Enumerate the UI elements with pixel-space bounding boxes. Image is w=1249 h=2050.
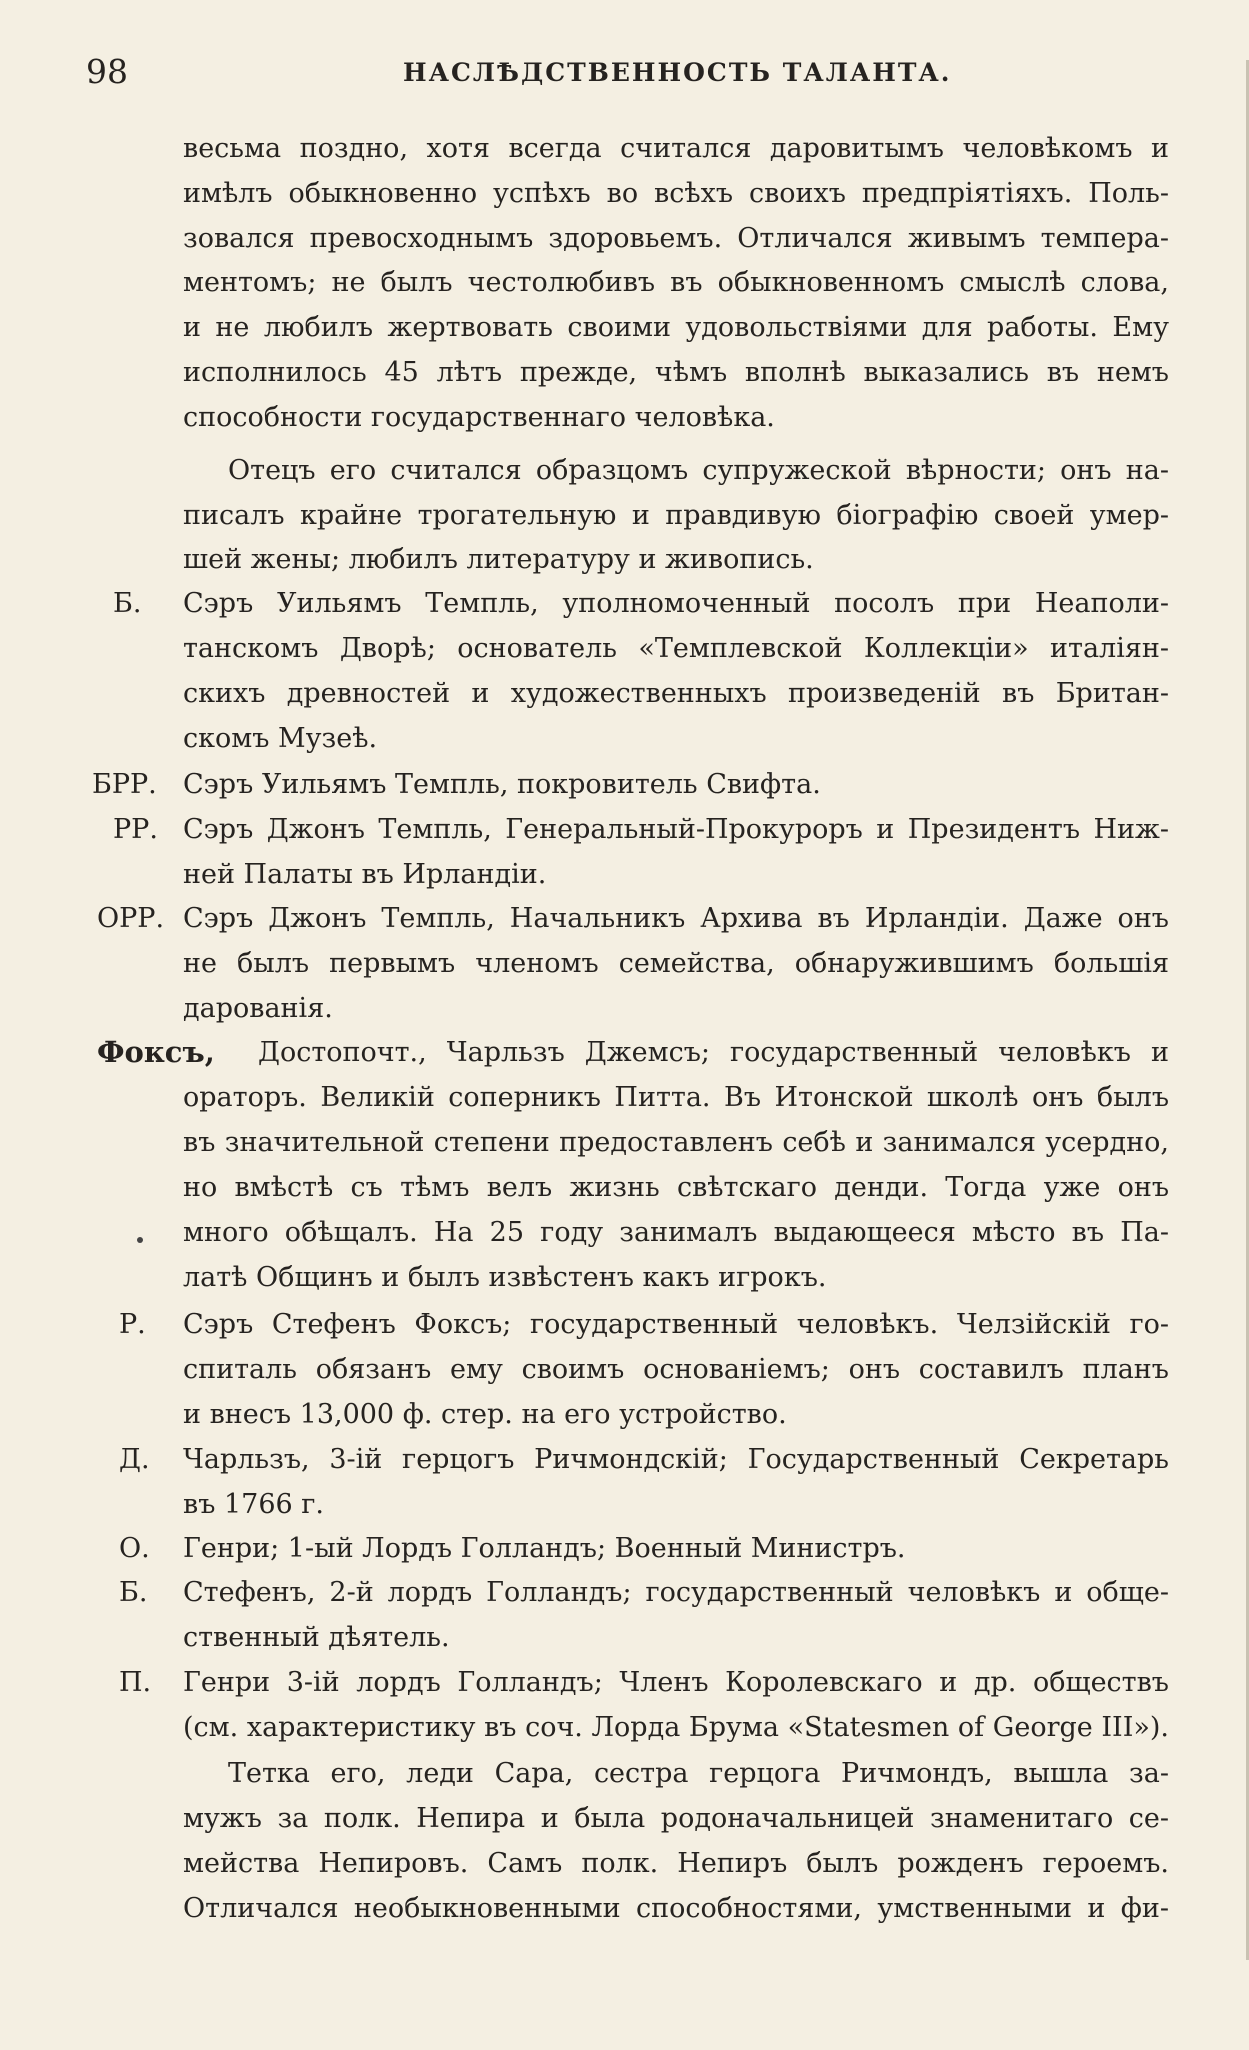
text-line: шей жены; любилъ литературу и живопись. xyxy=(183,544,814,575)
text-line: и внесъ 13,000 ф. стер. на его устройство. xyxy=(183,1399,787,1430)
text-line: дарованія. xyxy=(183,993,333,1024)
text-line: имѣлъ обыкновенно успѣхъ во всѣхъ своихъ предпріятіяхъ. Поль- xyxy=(183,178,1169,209)
entry-label-brr: БРР. xyxy=(92,769,157,800)
text-line: ней Палаты въ Ирландіи. xyxy=(183,859,547,890)
text-line: Достопочт., Чарльзъ Джемсъ; государственный человѣкъ и xyxy=(258,1037,1169,1068)
text-line: танскомъ Дворѣ; основатель «Темплевской Коллекціи» италіян- xyxy=(183,633,1169,664)
margin-dot xyxy=(137,1237,143,1243)
text-line: скихъ древностей и художественныхъ произведеній въ Британ- xyxy=(183,678,1169,709)
entry-label-p: П. xyxy=(119,1667,152,1698)
text-line: не былъ первымъ членомъ семейства, обнаружившимъ большія xyxy=(183,948,1169,979)
text-line: Стефенъ, 2-й лордъ Голландъ; государственный человѣкъ и обще- xyxy=(183,1577,1169,1608)
text-line: Генри; 1-ый Лордъ Голландъ; Военный Министръ. xyxy=(183,1533,906,1564)
text-line: Сэръ Уильямъ Темпль, покровитель Свифта. xyxy=(183,769,821,800)
running-title: НАСЛѢДСТВЕННОСТЬ ТАЛАНТА. xyxy=(403,58,952,87)
text-line: писалъ крайне трогательную и правдивую біографію своей умер- xyxy=(183,500,1169,531)
text-line: Тетка его, леди Сара, сестра герцога Ричмондъ, вышла за- xyxy=(228,1758,1169,1789)
entry-label-r: Р. xyxy=(119,1309,146,1340)
text-line: Чарльзъ, 3-ій герцогъ Ричмондскій; Государственный Секретарь xyxy=(183,1444,1169,1475)
page-number: 98 xyxy=(86,52,128,91)
text-line: Отецъ его считался образцомъ супружеской вѣрности; онъ на- xyxy=(228,455,1169,486)
text-line: и не любилъ жертвовать своими удовольствіями для работы. Ему xyxy=(183,312,1169,343)
text-line: мейства Непировъ. Самъ полк. Непиръ былъ рожденъ героемъ. xyxy=(183,1848,1169,1879)
page-header xyxy=(0,52,1249,102)
text-line: весьма поздно, хотя всегда считался даровитымъ человѣкомъ и xyxy=(183,133,1169,164)
text-line: но вмѣстѣ съ тѣмъ велъ жизнь свѣтскаго денди. Тогда уже онъ xyxy=(183,1172,1169,1203)
text-line: спиталь обязанъ ему своимъ основаніемъ; онъ составилъ планъ xyxy=(183,1354,1169,1385)
text-line: Сэръ Джонъ Темпль, Начальникъ Архива въ Ирландіи. Даже онъ xyxy=(183,903,1169,934)
text-line: Сэръ Джонъ Темпль, Генеральный-Прокуроръ и Президентъ Ниж- xyxy=(183,814,1169,845)
entry-label-o: О. xyxy=(119,1533,150,1564)
entry-label-orr: ОРР. xyxy=(97,903,165,934)
text-line: въ 1766 г. xyxy=(183,1489,324,1520)
entry-label-d: Д. xyxy=(119,1444,150,1475)
entry-label-b: Б. xyxy=(113,588,142,619)
text-line: латѣ Общинъ и былъ извѣстенъ какъ игрокъ. xyxy=(183,1262,827,1293)
text-line: ственный дѣятель. xyxy=(183,1622,450,1653)
entry-name-fox: Фоксъ, xyxy=(97,1035,215,1069)
text-line: въ значительной степени предоставленъ себѣ и занимался усердно, xyxy=(183,1127,1169,1158)
text-line: Генри 3-ій лордъ Голландъ; Членъ Королевскаго и др. обществъ xyxy=(183,1667,1169,1698)
text-line: Сэръ Уильямъ Темпль, уполномоченный посолъ при Неаполи- xyxy=(183,588,1169,619)
text-line: мужъ за полк. Непира и была родоначальницей знаменитаго се- xyxy=(183,1803,1169,1834)
text-line: зовался превосходнымъ здоровьемъ. Отличался живымъ темпера- xyxy=(183,223,1169,254)
text-line: ментомъ; не былъ честолюбивъ въ обыкновенномъ смыслѣ слова, xyxy=(183,267,1169,298)
text-line: скомъ Музеѣ. xyxy=(183,723,378,754)
entry-label-b2: Б. xyxy=(119,1577,148,1608)
text-line: исполнилось 45 лѣтъ прежде, чѣмъ вполнѣ выказались въ немъ xyxy=(183,357,1169,388)
text-line: Сэръ Стефенъ Фоксъ; государственный человѣкъ. Челзійскій го- xyxy=(183,1309,1169,1340)
entry-label-rr: РР. xyxy=(113,814,158,845)
text-line: Отличался необыкновенными способностями, умственными и фи- xyxy=(183,1893,1169,1924)
text-line: ораторъ. Великій соперникъ Питта. Въ Итонской школѣ онъ былъ xyxy=(183,1082,1169,1113)
text-line: способности государственнаго человѣка. xyxy=(183,402,775,433)
text-line: (см. характеристику въ соч. Лорда Брума «Statesmen of George III»). xyxy=(183,1712,1169,1743)
text-line: много обѣщалъ. На 25 году занималъ выдающееся мѣсто въ Па- xyxy=(183,1217,1169,1248)
